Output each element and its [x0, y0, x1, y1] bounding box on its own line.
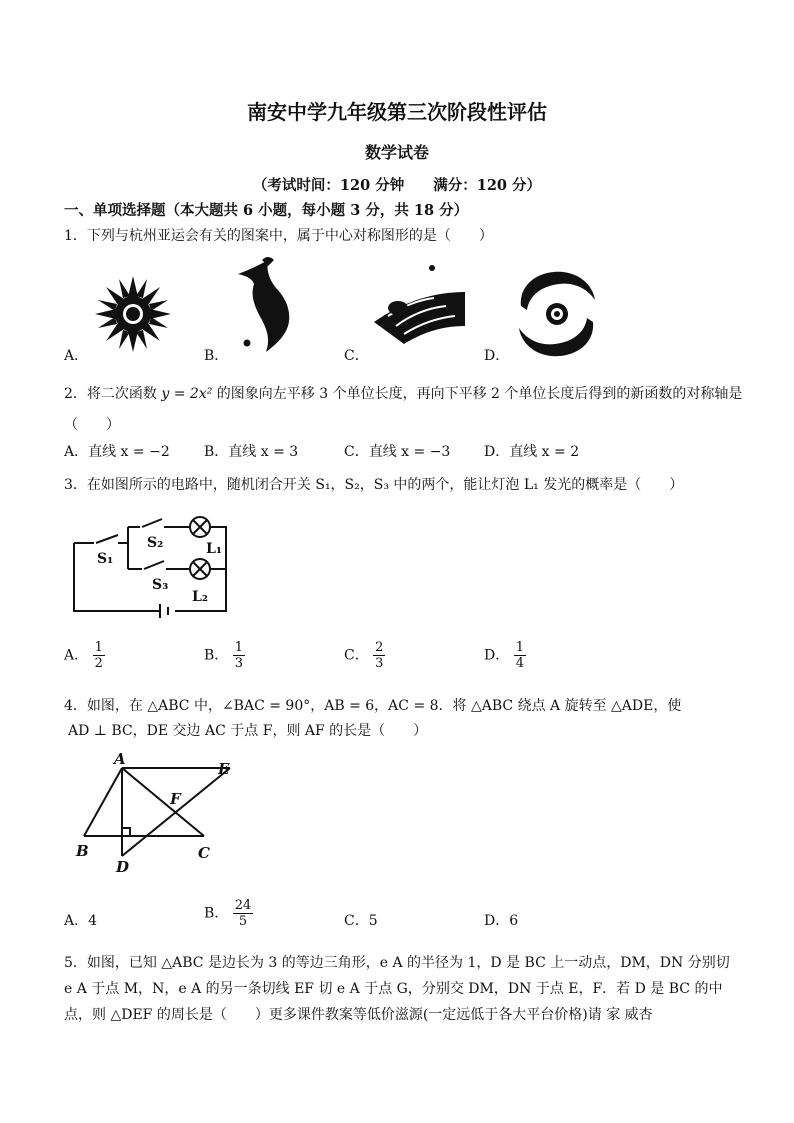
- question-2-option-c[interactable]: C．直线 x = −3: [344, 444, 451, 460]
- label-s2: S₂: [147, 535, 164, 551]
- question-5-line-2: e A 于点 M，N，e A 的另一条切线 EF 切 e A 于点 G，分别交 DM，DN 于点 E，F．若 D 是 BC 的中: [64, 981, 723, 997]
- rotation-triangle-figure: [0, 752, 794, 882]
- question-1-text: 1．下列与杭州亚运会有关的图案中，属于中心对称图形的是（ ）: [64, 228, 493, 244]
- question-1-option-c[interactable]: C．: [344, 348, 369, 364]
- point-c-label: C: [198, 844, 210, 862]
- question-2-paren: （ ）: [64, 417, 120, 433]
- question-5-line-3: 点，则 △DEF 的周长是（ ）更多课件教案等低价滋源(一定远低于各大平台价格)请 家 威杏: [64, 1007, 653, 1023]
- switch-s2: [142, 519, 162, 527]
- question-3-text: 3．在如图所示的电路中，随机闭合开关 S₁，S₂，S₃ 中的两个，能让灯泡 L₁ 发光的概率是（ ）: [64, 477, 684, 493]
- question-2-text: 2．将二次函数 y = 2x² 的图象向左平移 3 个单位长度，再向下平移 2 个单位长度后得到的新函数的对称轴是: [64, 386, 743, 402]
- exam-info: （考试时间：120 分钟 满分：120 分）: [252, 177, 542, 194]
- section-heading: 一、单项选择题（本大题共 6 小题，每小题 3 分，共 18 分）: [64, 202, 469, 219]
- question-1-option-a[interactable]: A．: [64, 348, 89, 364]
- label-l2: L₂: [192, 589, 208, 605]
- question-5-line-1: 5．如图，已知 △ABC 是边长为 3 的等边三角形，e A 的半径为 1，D 是 BC 上一动点，DM，DN 分别切: [64, 955, 730, 971]
- question-3-option-b[interactable]: B． $\frac{1}{3}$: [204, 640, 244, 671]
- jumping-dolphin-icon: [238, 257, 289, 352]
- question-2-option-b[interactable]: B．直线 x = 3: [204, 444, 299, 460]
- page-title: 南安中学九年级第三次阶段性评估: [247, 100, 547, 124]
- point-d-label: D: [116, 858, 130, 876]
- switch-s3: [144, 561, 164, 569]
- circuit-diagram: [0, 505, 794, 625]
- point-b-label: B: [76, 842, 89, 860]
- label-l1: L₁: [206, 541, 222, 557]
- label-s3: S₃: [152, 577, 169, 593]
- double-fish-ring-icon: [519, 272, 595, 356]
- question-4-option-d[interactable]: D．6: [484, 913, 519, 929]
- question-2-option-d[interactable]: D．直线 x = 2: [484, 444, 580, 460]
- point-a-label: A: [114, 750, 126, 768]
- question-3-option-a[interactable]: A． $\frac{1}{2}$: [64, 640, 103, 671]
- question-4-option-a[interactable]: A．4: [64, 913, 98, 929]
- question-4-line-1: 4．如图，在 △ABC 中，∠BAC = 90°，AB = 6，AC = 8．将 △ABC 绕点 A 旋转至 △ADE，使: [64, 698, 682, 714]
- question-4-option-b[interactable]: B． $\frac{24}{5}$: [204, 898, 252, 929]
- question-1-figures: [0, 248, 794, 368]
- subject-title: 数学试卷: [364, 143, 429, 162]
- sun-emblem-icon: [95, 276, 171, 352]
- question-3-option-c[interactable]: C． $\frac{2}{3}$: [344, 640, 384, 671]
- point-f-label: F: [170, 790, 181, 808]
- question-1-option-b[interactable]: B．: [204, 348, 229, 364]
- question-1-option-d[interactable]: D．: [484, 348, 510, 364]
- question-2-option-a[interactable]: A．直线 x = −2: [64, 444, 170, 460]
- question-4-line-2: AD ⊥ BC，DE 交边 AC 于点 F，则 AF 的长是（ ）: [68, 723, 428, 739]
- point-e-label: E: [218, 760, 230, 778]
- label-s1: S₁: [97, 551, 114, 567]
- switch-s1: [96, 535, 118, 543]
- question-4-option-c[interactable]: C．5: [344, 913, 378, 929]
- question-3-option-d[interactable]: D． $\frac{1}{4}$: [484, 640, 524, 671]
- bridge-wave-icon: [374, 265, 465, 344]
